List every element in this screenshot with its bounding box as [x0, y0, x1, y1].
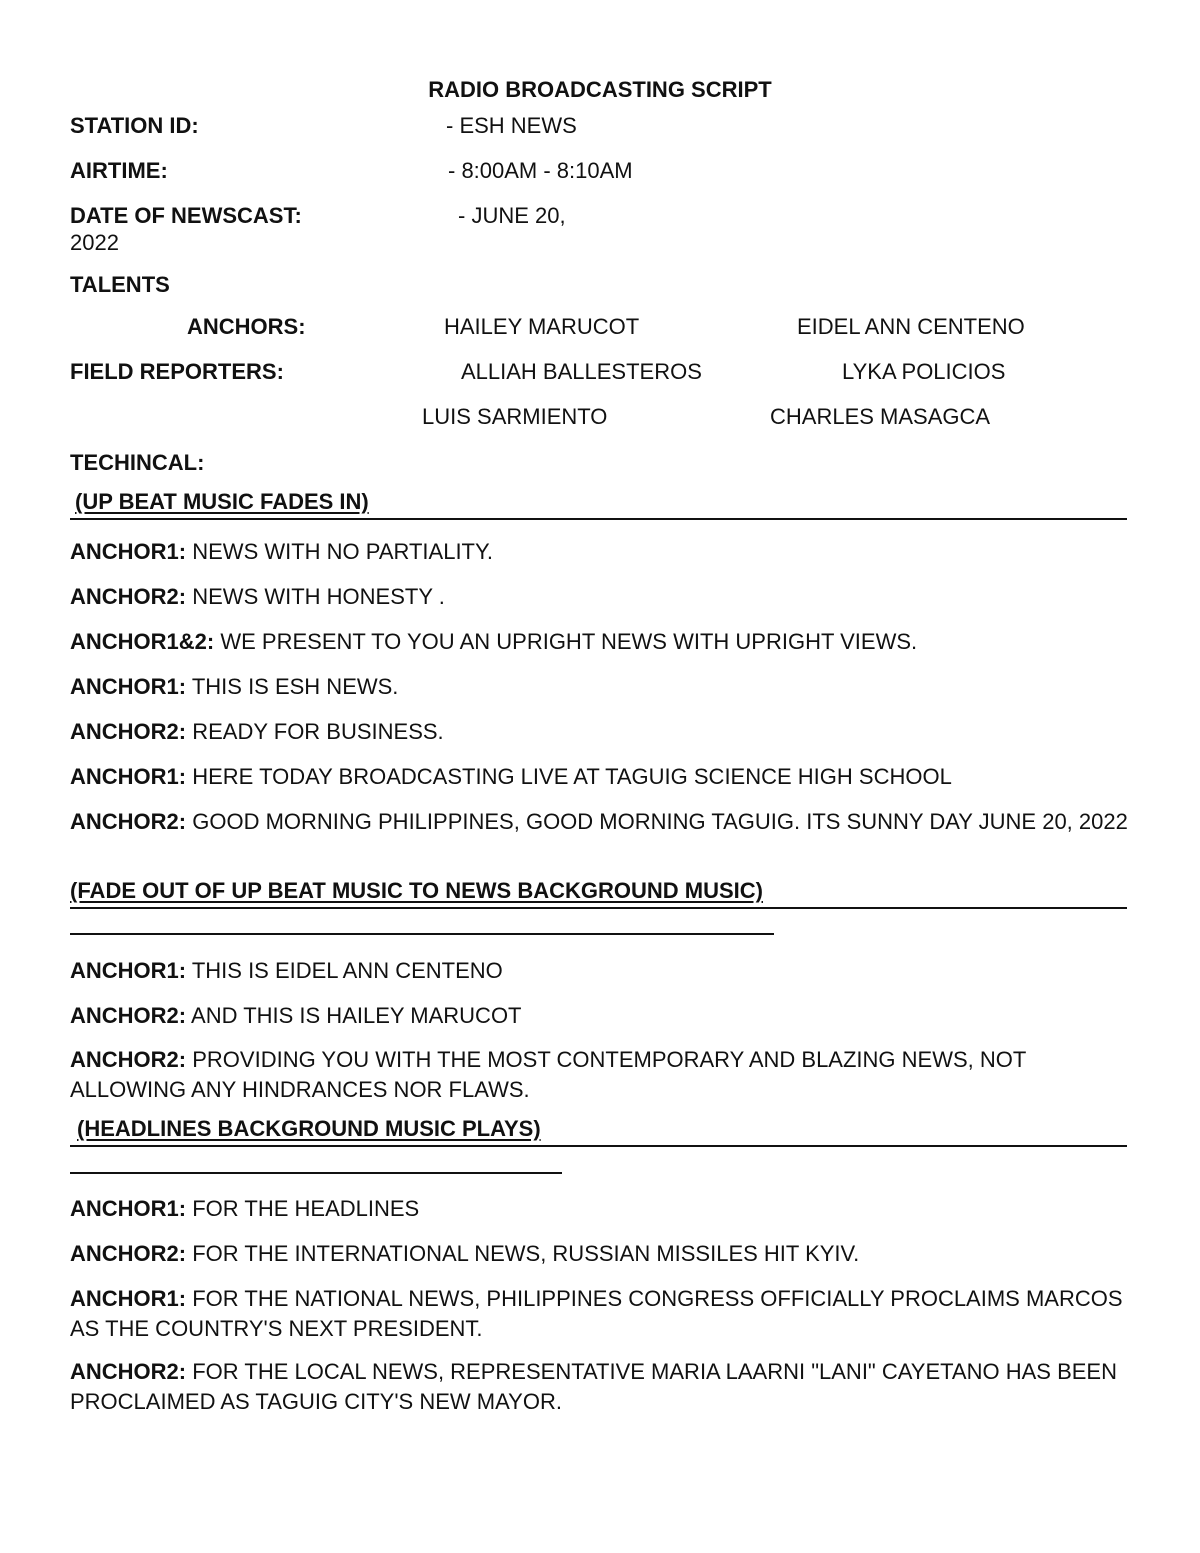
music-cue — [70, 1115, 1127, 1147]
divider-line — [70, 1172, 562, 1174]
music-cue — [70, 877, 1127, 909]
speaker-label: ANCHOR1: — [70, 958, 187, 983]
talents-label: TALENTS — [70, 272, 170, 297]
field-reporters-label: FIELD REPORTERS: — [70, 359, 284, 384]
music-cue-text: (FADE OUT OF UP BEAT MUSIC TO NEWS BACKGROUND MUSIC) — [70, 878, 763, 903]
line-text: PROVIDING YOU WITH THE MOST CONTEMPORARY AND BLAZING NEWS, NOT ALLOWING ANY HINDRANCES NOR FLAWS. — [70, 1047, 1026, 1102]
technical-label: TECHINCAL: — [70, 450, 205, 475]
line-text: NEWS WITH HONESTY . — [186, 584, 445, 609]
date-year: 2022 — [70, 230, 119, 255]
reporter-name: ALLIAH BALLESTEROS — [461, 359, 702, 384]
station-id-value: - ESH NEWS — [446, 113, 577, 138]
speaker-label: ANCHOR1: — [70, 674, 187, 699]
script-line — [70, 1357, 1130, 1417]
airtime-label: AIRTIME: — [70, 158, 168, 183]
script-line — [70, 1001, 1130, 1031]
line-text: FOR THE INTERNATIONAL NEWS, RUSSIAN MISSILES HIT KYIV. — [186, 1241, 860, 1266]
speaker-label: ANCHOR2: — [70, 1359, 187, 1384]
speaker-label: ANCHOR1: — [70, 539, 187, 564]
date-value: - JUNE 20, — [458, 203, 566, 228]
reporter-name: LYKA POLICIOS — [842, 359, 1006, 384]
speaker-label: ANCHOR2: — [70, 1003, 187, 1028]
script-line — [70, 582, 1130, 612]
speaker-label: ANCHOR1: — [70, 1286, 187, 1311]
line-text: FOR THE LOCAL NEWS, REPRESENTATIVE MARIA LAARNI "LANI" CAYETANO HAS BEEN PROCLAIMED AS TAGUIG CITY'S NEW MAYOR. — [70, 1359, 1117, 1414]
reporter-name: LUIS SARMIENTO — [422, 404, 608, 429]
script-line — [70, 1239, 1130, 1269]
line-text: WE PRESENT TO YOU AN UPRIGHT NEWS WITH UPRIGHT VIEWS. — [214, 629, 918, 654]
divider-line — [70, 933, 774, 935]
anchor-name: EIDEL ANN CENTENO — [797, 314, 1025, 339]
line-text: THIS IS EIDEL ANN CENTENO — [186, 958, 503, 983]
airtime-value: - 8:00AM - 8:10AM — [448, 158, 633, 183]
reporter-name: CHARLES MASAGCA — [770, 404, 991, 429]
anchors-label: ANCHORS: — [187, 314, 306, 339]
music-cue-text: (UP BEAT MUSIC FADES IN) — [75, 489, 369, 514]
speaker-label: ANCHOR2: — [70, 809, 187, 834]
line-text: READY FOR BUSINESS. — [186, 719, 444, 744]
station-id-label: STATION ID: — [70, 113, 199, 138]
script-line — [70, 1045, 1130, 1105]
script-line — [70, 537, 1130, 567]
line-text: GOOD MORNING PHILIPPINES, GOOD MORNING TAGUIG. ITS SUNNY DAY JUNE 20, 2022 — [186, 809, 1128, 834]
script-line — [70, 627, 1130, 657]
speaker-label: ANCHOR2: — [70, 719, 187, 744]
speaker-label: ANCHOR2: — [70, 584, 187, 609]
script-line — [70, 672, 1130, 702]
line-text: THIS IS ESH NEWS. — [186, 674, 399, 699]
speaker-label: ANCHOR2: — [70, 1241, 187, 1266]
line-text: FOR THE HEADLINES — [186, 1196, 420, 1221]
anchor-name: HAILEY MARUCOT — [444, 314, 640, 339]
music-cue — [70, 488, 1127, 520]
script-line — [70, 717, 1130, 747]
script-line — [70, 807, 1130, 837]
date-label: DATE OF NEWSCAST: — [70, 203, 302, 228]
speaker-label: ANCHOR1: — [70, 764, 187, 789]
script-line — [70, 1284, 1130, 1344]
script-line — [70, 956, 1130, 986]
line-text: NEWS WITH NO PARTIALITY. — [186, 539, 493, 564]
script-line — [70, 762, 1130, 792]
speaker-label: ANCHOR1&2: — [70, 629, 215, 654]
line-text: AND THIS IS HAILEY MARUCOT — [186, 1003, 522, 1028]
speaker-label: ANCHOR1: — [70, 1196, 187, 1221]
music-cue-text: (HEADLINES BACKGROUND MUSIC PLAYS) — [77, 1116, 541, 1141]
script-line — [70, 1194, 1130, 1224]
line-text: HERE TODAY BROADCASTING LIVE AT TAGUIG SCIENCE HIGH SCHOOL — [186, 764, 952, 789]
document-title: RADIO BROADCASTING SCRIPT — [428, 77, 772, 102]
line-text: FOR THE NATIONAL NEWS, PHILIPPINES CONGRESS OFFICIALLY PROCLAIMS MARCOS AS THE COUNTRY'S NEXT PRESIDENT. — [70, 1286, 1123, 1341]
speaker-label: ANCHOR2: — [70, 1047, 187, 1072]
